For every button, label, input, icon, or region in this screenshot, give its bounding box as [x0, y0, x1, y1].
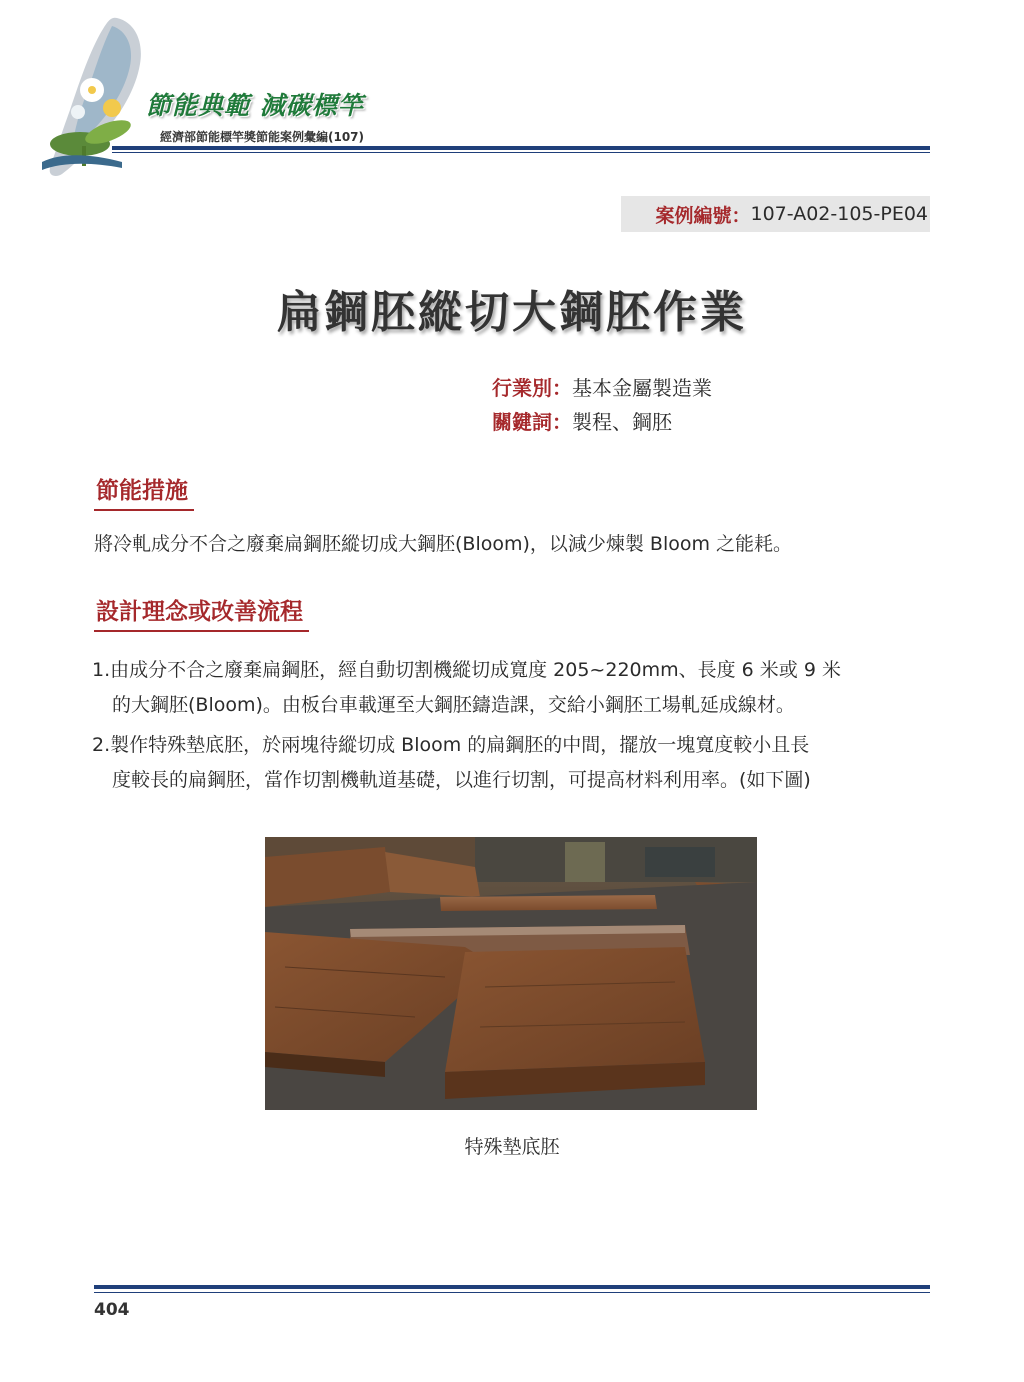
- header-rule: [112, 146, 930, 150]
- footer-rule: [94, 1285, 930, 1289]
- photo-caption: 特殊墊底胚: [464, 1136, 560, 1158]
- section-heading-measures: 節能措施: [94, 472, 194, 511]
- logo-icon: [22, 12, 162, 182]
- industry-value: 基本金屬製造業: [572, 376, 712, 400]
- section-heading-design: 設計理念或改善流程: [94, 593, 309, 632]
- case-number-label: 案例編號：: [655, 204, 751, 227]
- keywords-label: 關鍵詞：: [492, 410, 572, 434]
- list-item-1-line-1: 1.由成分不合之廢棄扁鋼胚，經自動切割機縱切成寬度 205~220mm、長度 6 米或 9 米: [92, 659, 841, 681]
- page-number: 404: [94, 1300, 130, 1320]
- list-item-2-line-2: 度較長的扁鋼胚，當作切割機軌道基礎，以進行切割，可提高材料利用率。(如下圖): [112, 769, 811, 791]
- keywords-value: 製程、鋼胚: [572, 410, 672, 434]
- footer-rule-thin: [94, 1292, 930, 1293]
- case-number-value: 107-A02-105-PE04: [750, 203, 928, 225]
- list-item-2-line-1: 2.製作特殊墊底胚，於兩塊待縱切成 Bloom 的扁鋼胚的中間，擺放一塊寬度較小且長: [92, 734, 810, 756]
- brand-title: 節能典範 減碳標竿: [146, 91, 364, 120]
- brand-subtitle: 經濟部節能標竿獎節能案例彙編(107): [160, 130, 365, 144]
- steel-slab-photo: [265, 837, 757, 1110]
- list-item-1-line-2: 的大鋼胚(Bloom)。由板台車載運至大鋼胚鑄造課，交給小鋼胚工場軋延成線材。: [112, 694, 795, 716]
- page-title: 扁鋼胚縱切大鋼胚作業: [277, 287, 747, 338]
- section-text-measures: 將冷軋成分不合之廢棄扁鋼胚縱切成大鋼胚(Bloom)，以減少煉製 Bloom 之能耗。: [94, 533, 793, 555]
- header-rule-thin: [112, 152, 930, 153]
- keywords-row: [492, 406, 672, 435]
- industry-label: 行業別：: [492, 376, 572, 400]
- industry-row: [492, 372, 712, 401]
- case-number-box: [621, 196, 930, 232]
